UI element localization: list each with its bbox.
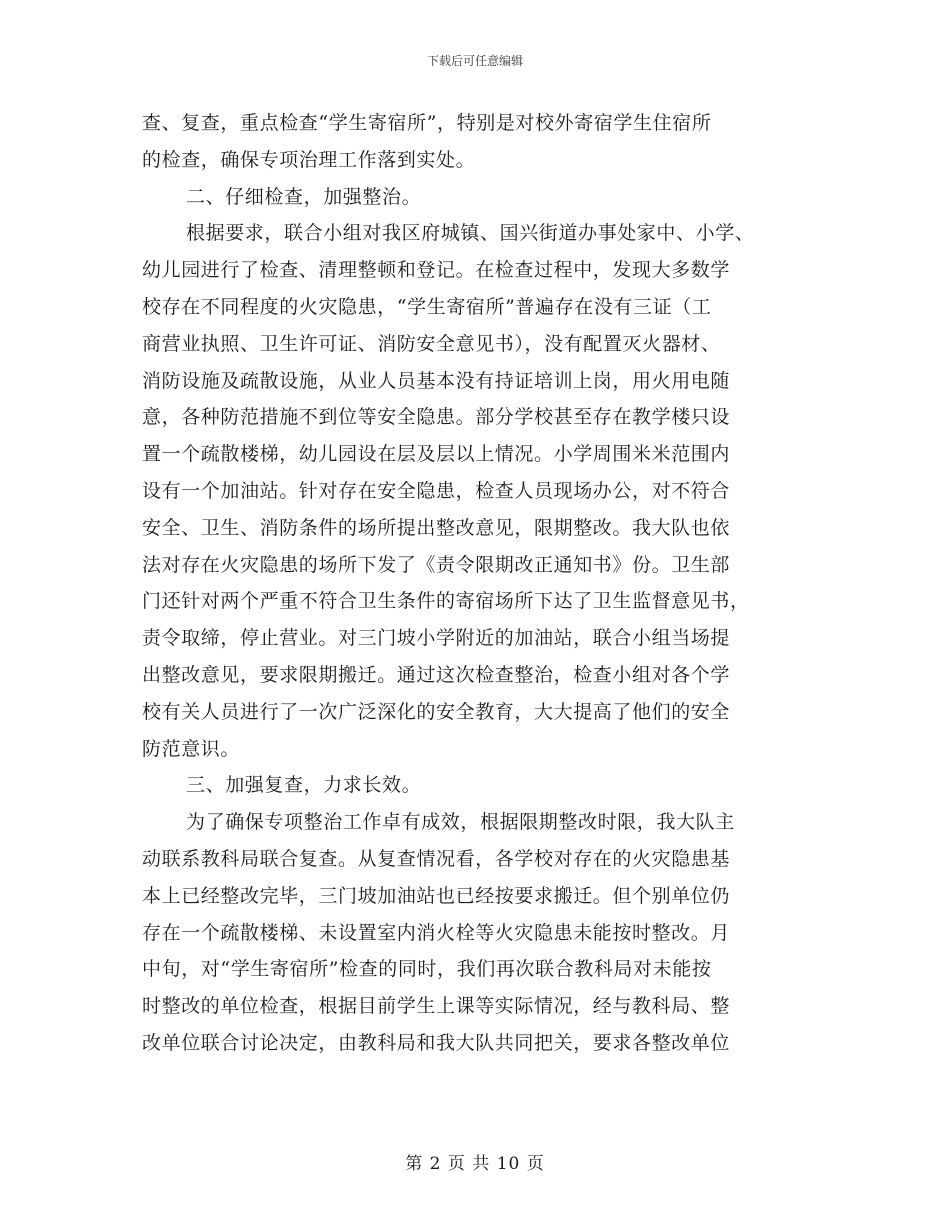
text-line-24: 中旬，对“学生寄宿所”检查的同时，我们再次联合教科局对未能按 <box>142 958 712 981</box>
text-line-4: 根据要求，联合小组对我区府城镇、国兴街道办事处家中、小学、 <box>186 222 755 245</box>
text-line-1: 查、复查，重点检查“学生寄宿所”，特别是对校外寄宿学生住宿所 <box>142 112 712 134</box>
text-line-20: 为了确保专项整治工作卓有成效，根据限期整改时限，我大队主 <box>186 811 735 834</box>
text-line-25: 时整改的单位检查，根据目前学生上课等实际情况，经与教科局、整 <box>142 995 731 1018</box>
text-line-26: 改单位联合讨论决定，由教科局和我大队共同把关，要求各整改单位 <box>142 1031 731 1054</box>
page-header-watermark: 下载后可任意编辑 <box>426 54 523 68</box>
text-line-11: 设有一个加油站。针对存在安全隐患，检查人员现场办公，对不符合 <box>142 479 731 502</box>
text-line-10: 置一个疏散楼梯，幼儿园设在层及层以上情况。小学周围米米范围内 <box>142 443 731 466</box>
text-line-7: 商营业执照、卫生许可证、消防安全意见书），没有配置灭火器材、 <box>142 332 721 355</box>
document-body <box>142 105 810 1062</box>
text-line-14: 门还针对两个严重不符合卫生条件的寄宿场所下达了卫生监督意见书， <box>142 590 750 613</box>
text-line-15: 责令取缔，停止营业。对三门坡小学附近的加油站，联合小组当场提 <box>142 627 731 650</box>
text-line-5: 幼儿园进行了检查、清理整顿和登记。在检查过程中，发现大多数学 <box>142 259 731 282</box>
section-heading-2: 二、仔细检查，加强整治。 <box>186 185 422 208</box>
text-line-6: 校存在不同程度的火灾隐患，“学生寄宿所”普遍存在没有三证（工 <box>142 295 712 318</box>
text-line-16: 出整改意见，要求限期搬迁。通过这次检查整治，检查小组对各个学 <box>142 663 731 686</box>
text-line-2: 的检查，确保专项治理工作落到实处。 <box>142 148 476 171</box>
text-line-12: 安全、卫生、消防条件的场所提出整改意见，限期整改。我大队也依 <box>142 516 731 539</box>
page-number: 第 2 页 共 10 页 <box>405 1154 545 1174</box>
text-line-13: 法对存在火灾隐患的场所下发了《责令限期改正通知书》份。卫生部 <box>142 553 731 576</box>
section-heading-3: 三、加强复查，力求长效。 <box>186 774 422 797</box>
text-line-17: 校有关人员进行了一次广泛深化的安全教育，大大提高了他们的安全 <box>142 700 731 723</box>
text-line-22: 本上已经整改完毕，三门坡加油站也已经按要求搬迁。但个别单位仍 <box>142 884 731 907</box>
text-line-23: 存在一个疏散楼梯、未设置室内消火栓等火灾隐患未能按时整改。月 <box>142 921 731 944</box>
text-line-21: 动联系教科局联合复查。从复查情况看，各学校对存在的火灾隐患基 <box>142 847 731 870</box>
text-line-18: 防范意识。 <box>142 737 241 760</box>
text-line-9: 意，各种防范措施不到位等安全隐患。部分学校甚至存在教学楼只设 <box>142 406 731 429</box>
text-line-8: 消防设施及疏散设施，从业人员基本没有持证培训上岗，用火用电随 <box>142 369 731 392</box>
